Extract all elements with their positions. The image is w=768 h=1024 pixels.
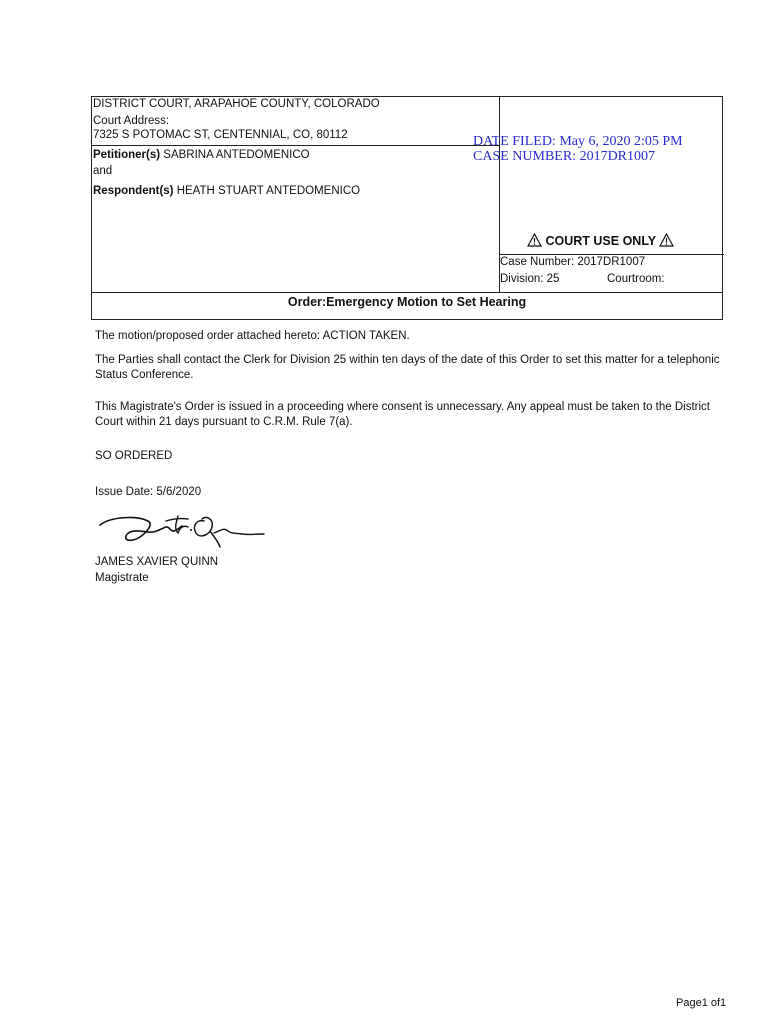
order-paragraph-3 bbox=[95, 400, 710, 430]
court-name: DISTRICT COURT, ARAPAHOE COUNTY, COLORADO bbox=[93, 98, 380, 110]
magistrate-name: JAMES XAVIER QUINN bbox=[95, 556, 219, 568]
order-paragraph-2-line-1: The Parties shall contact the Clerk for Division 25 within ten days of the date of this Order to set this matter for a telephonic bbox=[95, 354, 720, 366]
warning-icon bbox=[527, 233, 542, 247]
court-use-division: Division: 25 bbox=[500, 273, 560, 285]
order-title: Order:Emergency Motion to Set Hearing bbox=[287, 295, 527, 309]
court-address-label: Court Address: bbox=[93, 115, 170, 127]
caption-divider-title bbox=[92, 292, 722, 293]
filing-stamp-case-number: CASE NUMBER: 2017DR1007 bbox=[473, 149, 656, 164]
page-number: Page1 of1 bbox=[676, 997, 727, 1009]
case-caption-box bbox=[91, 96, 723, 320]
caption-divider-court bbox=[92, 145, 499, 146]
order-paragraph-3-line-2: Court within 21 days pursuant to C.R.M. Rule 7(a). bbox=[95, 416, 353, 428]
magistrate-signature bbox=[96, 507, 268, 553]
court-use-only-header bbox=[527, 233, 674, 248]
petitioner-line bbox=[93, 148, 310, 162]
issue-date: Issue Date: 5/6/2020 bbox=[95, 486, 202, 498]
order-paragraph-3-line-1: This Magistrate's Order is issued in a proceeding where consent is unnecessary. Any appeal must be taken to the District bbox=[95, 401, 710, 413]
order-paragraph-2 bbox=[95, 353, 720, 383]
order-paragraph-2-line-2: Status Conference. bbox=[95, 369, 194, 381]
court-use-courtroom: Courtroom: bbox=[607, 273, 665, 285]
and-text: and bbox=[93, 165, 113, 177]
so-ordered: SO ORDERED bbox=[95, 450, 173, 462]
respondent-name: HEATH STUART ANTEDOMENICO bbox=[176, 185, 361, 197]
respondent-label: Respondent(s) bbox=[93, 185, 174, 197]
warning-icon bbox=[659, 233, 674, 247]
court-use-case-number: Case Number: 2017DR1007 bbox=[500, 256, 646, 268]
magistrate-title: Magistrate bbox=[95, 572, 149, 584]
court-address: 7325 S POTOMAC ST, CENTENNIAL, CO, 80112 bbox=[93, 129, 348, 141]
order-paragraph-1: The motion/proposed order attached hereto: ACTION TAKEN. bbox=[95, 330, 410, 342]
petitioner-label: Petitioner(s) bbox=[93, 149, 161, 161]
respondent-line bbox=[93, 184, 360, 198]
petitioner-name: SABRINA ANTEDOMENICO bbox=[163, 149, 310, 161]
filing-stamp-date: DATE FILED: May 6, 2020 2:05 PM bbox=[473, 134, 683, 149]
court-use-only-label: COURT USE ONLY bbox=[545, 234, 656, 248]
